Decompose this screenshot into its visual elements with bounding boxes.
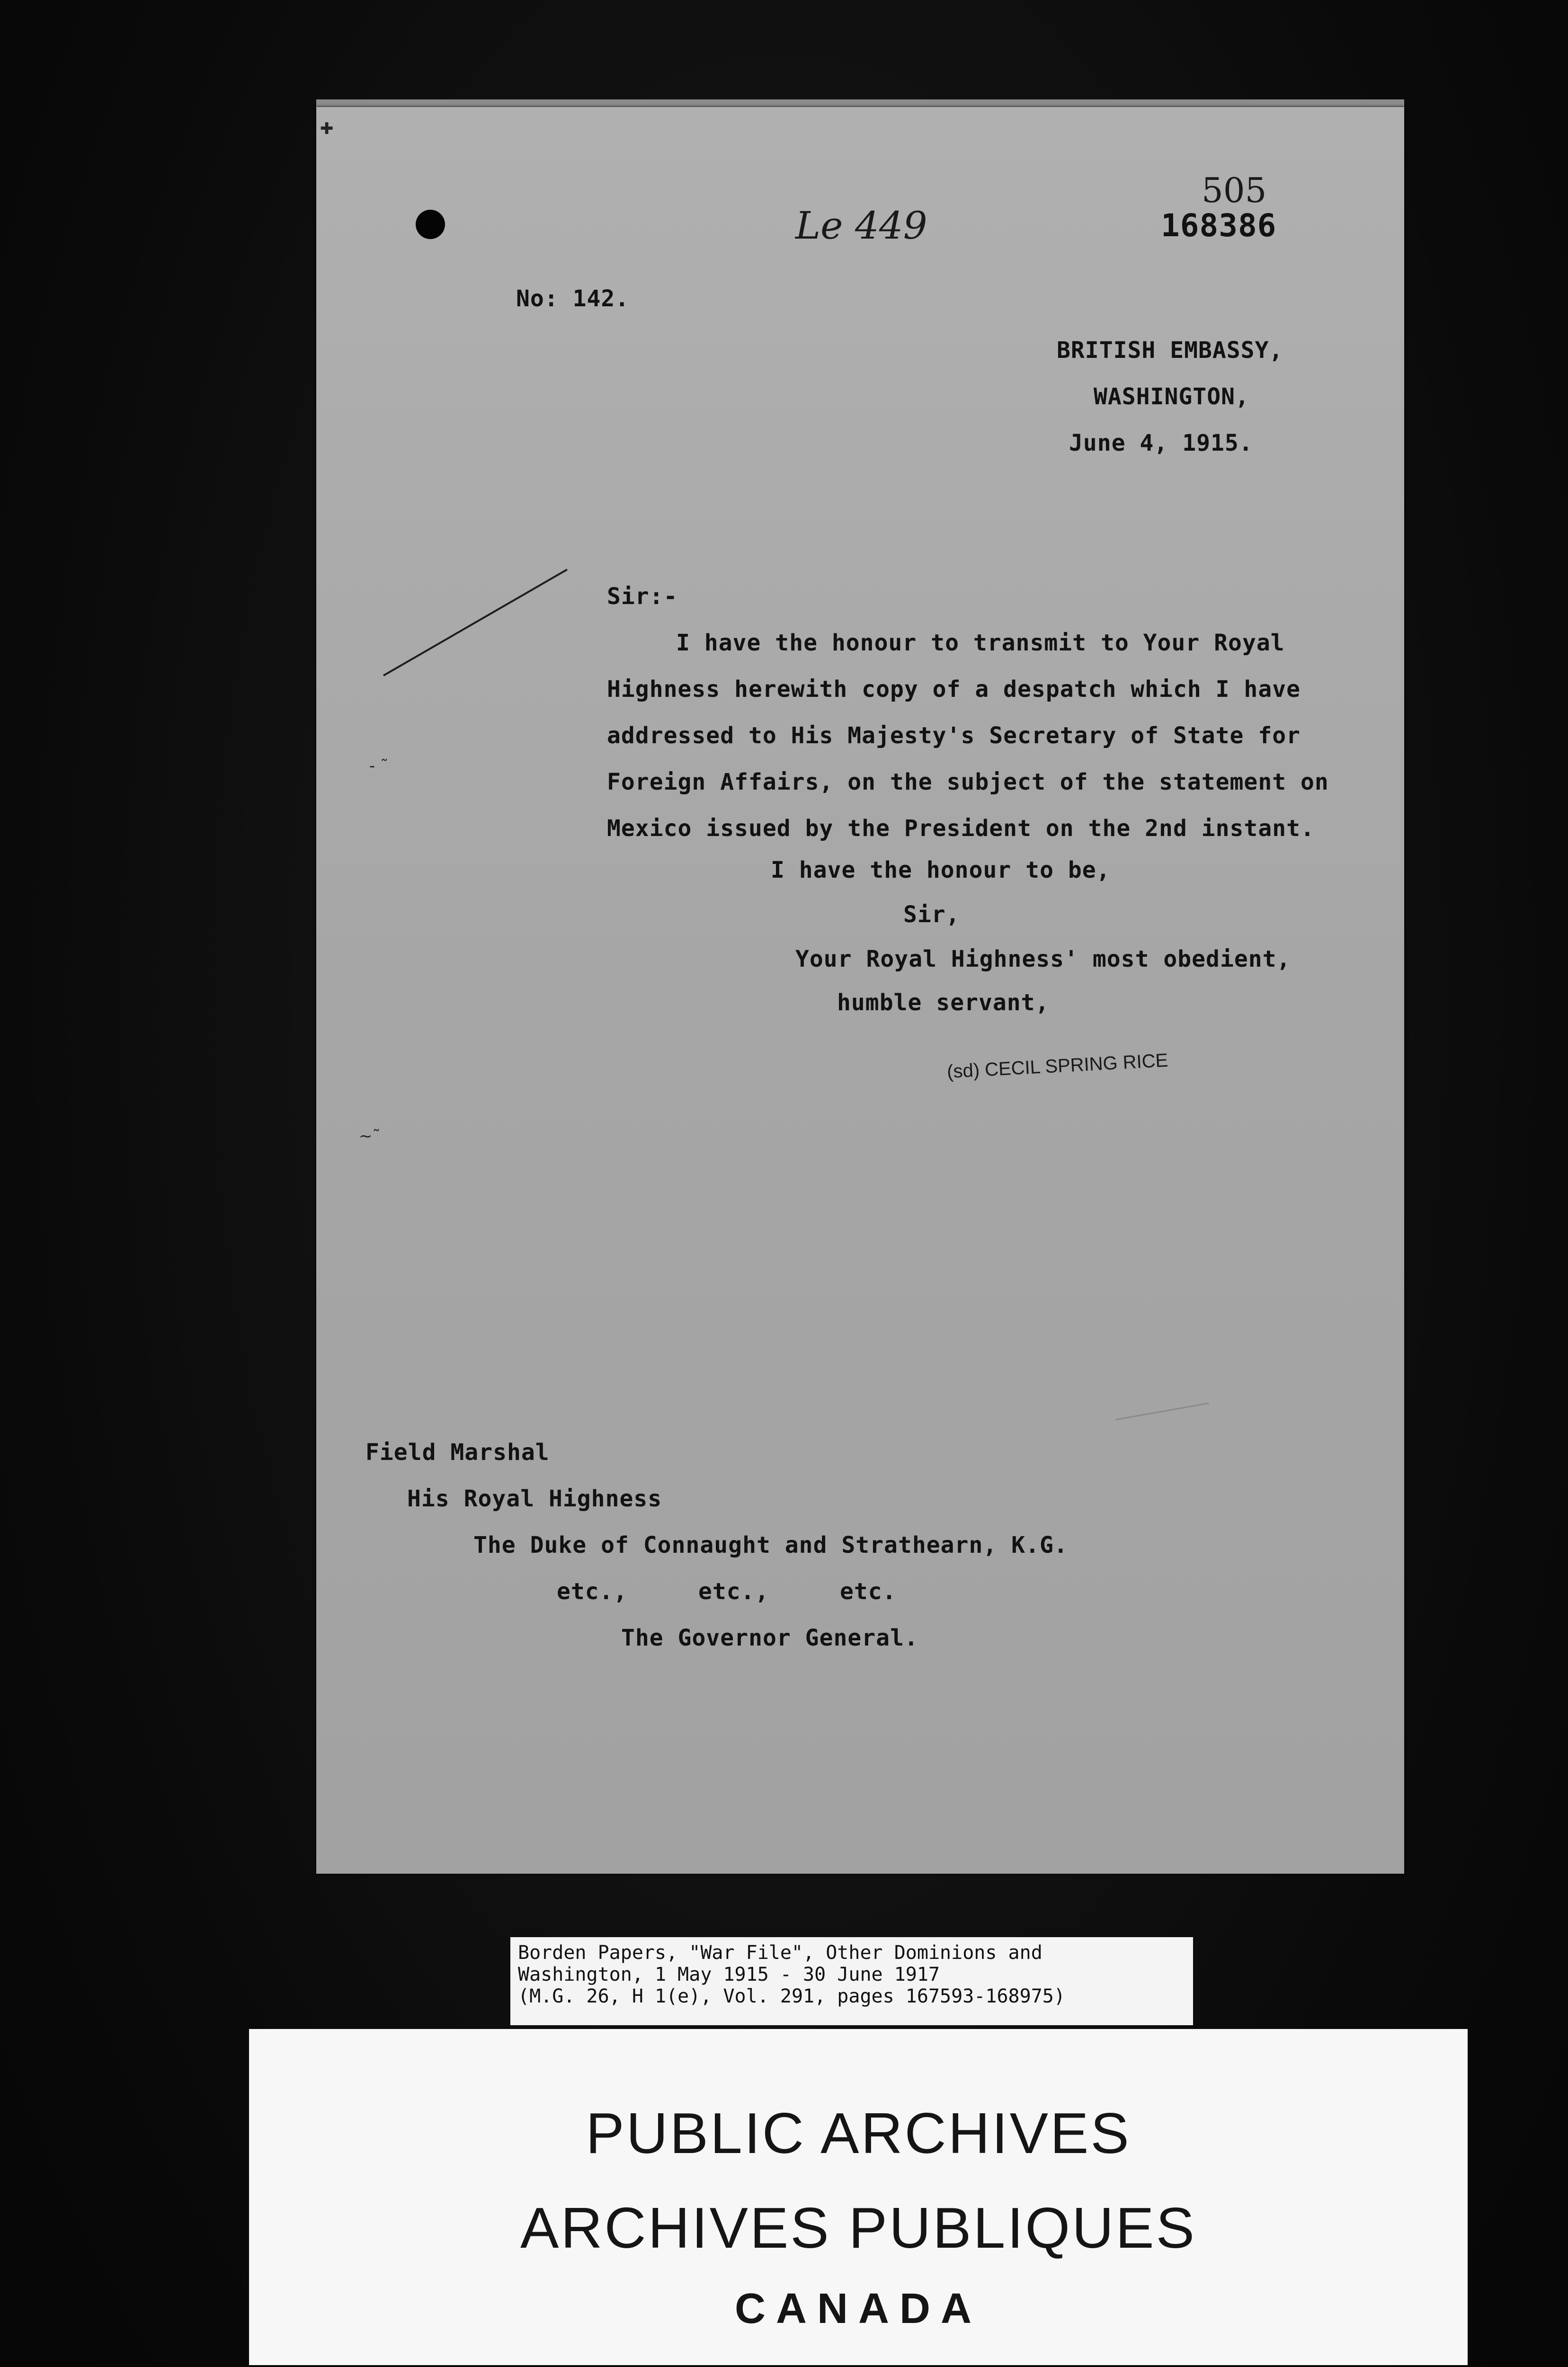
addressee-line-3: The Duke of Connaught and Strathearn, K.G.: [473, 1532, 1068, 1558]
margin-mark: ~˜: [359, 1127, 381, 1146]
addressee-line-2: His Royal Highness: [407, 1486, 662, 1512]
addressee-line-1: Field Marshal: [365, 1439, 550, 1466]
citation-line-3: (M.G. 26, H 1(e), Vol. 291, pages 167593-168975): [518, 1985, 1065, 2007]
addressee-line-5: The Governor General.: [621, 1625, 918, 1651]
punch-hole: [416, 210, 445, 239]
closing-line-4: humble servant,: [837, 989, 1050, 1016]
citation-line-1: Borden Papers, "War File", Other Dominions and: [518, 1942, 1042, 1964]
citation-label: [510, 1937, 1193, 2025]
sender-line-1: BRITISH EMBASSY,: [1057, 337, 1283, 364]
citation-line-2: Washington, 1 May 1915 - 30 June 1917: [518, 1964, 940, 1985]
corner-tick-mark: ✚: [320, 119, 334, 138]
margin-mark: - ˜: [369, 756, 389, 775]
despatch-number: No: 142.: [516, 285, 630, 312]
banner-line-french: ARCHIVES PUBLIQUES: [520, 2196, 1196, 2260]
salutation: Sir:-: [607, 583, 678, 610]
signature-stamp: (sd) CECIL SPRING RICE: [946, 1050, 1169, 1083]
handwritten-reference: Le 449: [795, 204, 927, 248]
body-line-1: I have the honour to transmit to Your Royal: [676, 630, 1285, 656]
body-line-2: Highness herewith copy of a despatch which I have: [607, 676, 1301, 703]
archive-banner: [249, 2029, 1468, 2365]
body-line-5: Mexico issued by the President on the 2nd instant.: [607, 815, 1315, 842]
body-line-3: addressed to His Majesty's Secretary of State for: [607, 722, 1301, 749]
closing-line-1: I have the honour to be,: [771, 857, 1111, 883]
banner-line-country: CANADA: [735, 2285, 982, 2332]
sender-line-2: WASHINGTON,: [1094, 383, 1249, 410]
addressee-line-4: etc., etc., etc.: [557, 1578, 897, 1605]
letter-date: June 4, 1915.: [1069, 430, 1253, 456]
closing-line-2: Sir,: [903, 901, 960, 928]
closing-line-3: Your Royal Highness' most obedient,: [795, 946, 1291, 972]
banner-line-english: PUBLIC ARCHIVES: [586, 2101, 1131, 2165]
body-line-4: Foreign Affairs, on the subject of the statement on: [607, 769, 1329, 795]
archive-number-overwrite: 505: [1202, 170, 1267, 210]
archive-number: 168386: [1161, 207, 1277, 244]
